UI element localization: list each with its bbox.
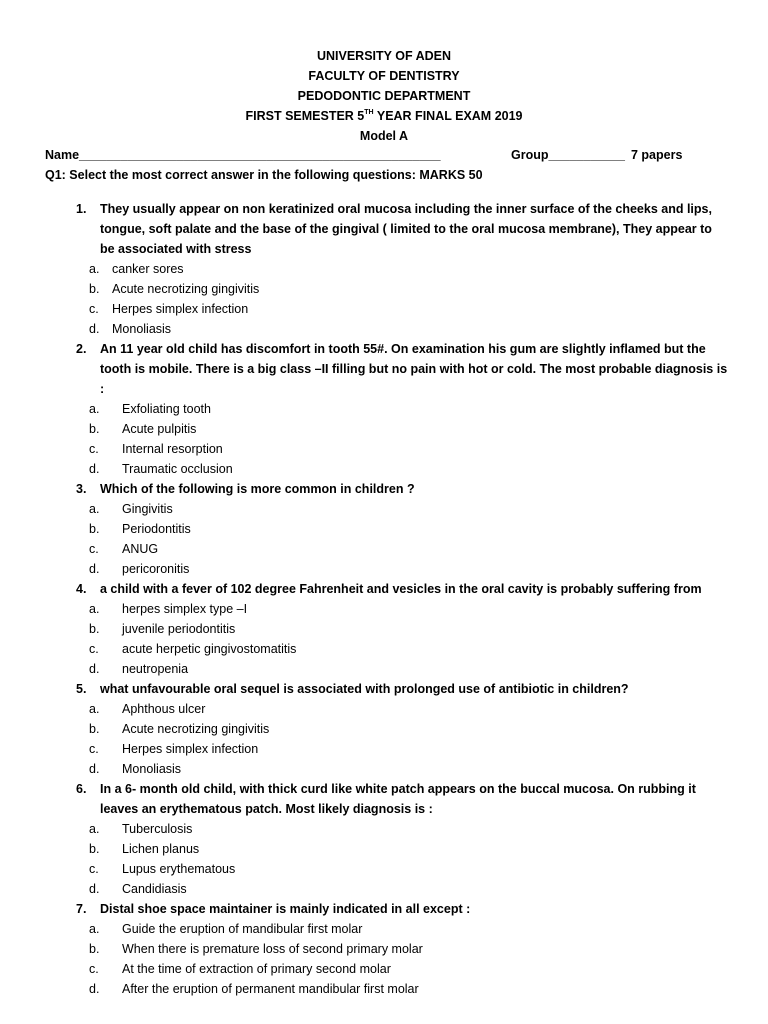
option-letter: b. bbox=[89, 942, 100, 956]
question-body: Distal shoe space maintainer is mainly indicated in all except : bbox=[100, 902, 471, 916]
option-text: Monoliasis bbox=[112, 322, 172, 336]
question-text bbox=[0, 199, 728, 259]
exam-title-suffix: YEAR FINAL EXAM 2019 bbox=[373, 109, 523, 123]
answer-option bbox=[0, 959, 768, 979]
answer-option bbox=[0, 759, 768, 779]
answer-option bbox=[0, 519, 768, 539]
option-letter: c. bbox=[89, 742, 99, 756]
answer-option bbox=[0, 319, 768, 339]
option-text: neutropenia bbox=[122, 662, 189, 676]
question-text bbox=[0, 579, 728, 599]
question bbox=[0, 479, 768, 579]
option-text: ANUG bbox=[122, 542, 159, 556]
answer-option bbox=[0, 919, 768, 939]
question-number: 4. bbox=[76, 582, 87, 596]
question-number: 6. bbox=[76, 782, 87, 796]
question-text bbox=[0, 679, 728, 699]
option-text: pericoronitis bbox=[122, 562, 190, 576]
question-body: what unfavourable oral sequel is associated with prolonged use of antibiotic in children? bbox=[100, 682, 629, 696]
faculty-name: FACULTY OF DENTISTRY bbox=[308, 69, 460, 83]
option-letter: b. bbox=[89, 722, 100, 736]
option-letter: a. bbox=[89, 602, 100, 616]
answer-option bbox=[0, 559, 768, 579]
option-letter: c. bbox=[89, 302, 99, 316]
answer-option bbox=[0, 279, 768, 299]
option-text: Monoliasis bbox=[122, 762, 182, 776]
question-number: 2. bbox=[76, 342, 87, 356]
answer-option bbox=[0, 259, 768, 279]
option-letter: a. bbox=[89, 822, 100, 836]
group-field: Group___________ bbox=[511, 148, 625, 162]
answer-option bbox=[0, 939, 768, 959]
answer-option bbox=[0, 619, 768, 639]
section-instruction: Q1: Select the most correct answer in the following questions: MARKS 50 bbox=[45, 168, 483, 182]
question-text bbox=[0, 339, 728, 399]
department-name: PEDODONTIC DEPARTMENT bbox=[297, 89, 471, 103]
answer-option bbox=[0, 399, 768, 419]
answer-option bbox=[0, 419, 768, 439]
name-field: Name____________________________________________________ bbox=[45, 148, 441, 162]
option-text: After the eruption of permanent mandibular first molar bbox=[122, 982, 419, 996]
option-letter: a. bbox=[89, 402, 100, 416]
question bbox=[0, 899, 768, 999]
question-list bbox=[0, 199, 768, 999]
option-text: Acute pulpitis bbox=[122, 422, 197, 436]
question bbox=[0, 199, 768, 339]
option-letter: a. bbox=[89, 262, 100, 276]
option-letter: d. bbox=[89, 322, 100, 336]
option-letter: c. bbox=[89, 642, 99, 656]
option-letter: d. bbox=[89, 982, 100, 996]
option-text: herpes simplex type –I bbox=[122, 602, 248, 616]
question bbox=[0, 339, 768, 479]
university-name: UNIVERSITY OF ADEN bbox=[316, 49, 452, 63]
option-letter: c. bbox=[89, 962, 99, 976]
option-text: Acute necrotizing gingivitis bbox=[112, 282, 260, 296]
option-text: Lichen planus bbox=[122, 842, 200, 856]
option-letter: a. bbox=[89, 702, 100, 716]
question-text bbox=[0, 779, 728, 819]
answer-option bbox=[0, 659, 768, 679]
answer-option bbox=[0, 719, 768, 739]
option-letter: d. bbox=[89, 762, 100, 776]
option-text: juvenile periodontitis bbox=[122, 622, 236, 636]
option-text: Herpes simplex infection bbox=[122, 742, 259, 756]
question-body: An 11 year old child has discomfort in tooth 55#. On examination his gum are slightly inflamed but the tooth is mobile. There is a big class –II filling but no pain with hot or cold. The most probable diagnosis is : bbox=[100, 342, 728, 396]
exam-title bbox=[0, 106, 768, 126]
answer-option bbox=[0, 839, 768, 859]
option-letter: a. bbox=[89, 922, 100, 936]
option-letter: c. bbox=[89, 442, 99, 456]
option-letter: b. bbox=[89, 622, 100, 636]
option-letter: b. bbox=[89, 842, 100, 856]
option-text: Tuberculosis bbox=[122, 822, 193, 836]
answer-option bbox=[0, 639, 768, 659]
answer-option bbox=[0, 879, 768, 899]
question-body: They usually appear on non keratinized oral mucosa including the inner surface of the cheeks and lips, tongue, soft palate and the base of the gingival ( limited to the oral mucosa membrane), They appear to be associated with stress bbox=[100, 202, 712, 256]
question-body: In a 6- month old child, with thick curd like white patch appears on the buccal mucosa. On rubbing it leaves an erythematous patch. Most likely diagnosis is : bbox=[100, 782, 696, 816]
question bbox=[0, 579, 768, 679]
option-text: Periodontitis bbox=[122, 522, 191, 536]
option-text: When there is premature loss of second primary molar bbox=[122, 942, 423, 956]
option-text: Exfoliating tooth bbox=[122, 402, 211, 416]
question-text bbox=[0, 899, 728, 919]
answer-option bbox=[0, 499, 768, 519]
option-text: Gingivitis bbox=[122, 502, 173, 516]
option-letter: a. bbox=[89, 502, 100, 516]
answer-option bbox=[0, 459, 768, 479]
option-text: Lupus erythematous bbox=[122, 862, 236, 876]
option-text: Guide the eruption of mandibular first molar bbox=[122, 922, 363, 936]
option-text: Herpes simplex infection bbox=[112, 302, 249, 316]
question-body: Which of the following is more common in children ? bbox=[100, 482, 415, 496]
option-text: Candidiasis bbox=[122, 882, 187, 896]
answer-option bbox=[0, 439, 768, 459]
option-text: Traumatic occlusion bbox=[122, 462, 233, 476]
option-letter: b. bbox=[89, 522, 100, 536]
exam-header bbox=[0, 46, 768, 146]
option-text: acute herpetic gingivostomatitis bbox=[122, 642, 297, 656]
exam-title-superscript: TH bbox=[364, 109, 374, 116]
answer-option bbox=[0, 539, 768, 559]
student-info-row bbox=[45, 146, 725, 164]
answer-option bbox=[0, 299, 768, 319]
answer-option bbox=[0, 979, 768, 999]
answer-option bbox=[0, 699, 768, 719]
option-letter: b. bbox=[89, 282, 100, 296]
answer-option bbox=[0, 819, 768, 839]
option-letter: c. bbox=[89, 542, 99, 556]
option-text: Internal resorption bbox=[122, 442, 223, 456]
option-text: Acute necrotizing gingivitis bbox=[122, 722, 270, 736]
question-text bbox=[0, 479, 728, 499]
option-letter: d. bbox=[89, 562, 100, 576]
exam-title-prefix: FIRST SEMESTER 5 bbox=[245, 109, 365, 123]
question-body: a child with a fever of 102 degree Fahrenheit and vesicles in the oral cavity is probably suffering from bbox=[100, 582, 702, 596]
option-letter: b. bbox=[89, 422, 100, 436]
exam-model: Model A bbox=[359, 129, 409, 143]
option-letter: d. bbox=[89, 882, 100, 896]
option-letter: d. bbox=[89, 462, 100, 476]
option-text: canker sores bbox=[112, 262, 184, 276]
option-letter: c. bbox=[89, 862, 99, 876]
option-text: Aphthous ulcer bbox=[122, 702, 206, 716]
question bbox=[0, 679, 768, 779]
option-letter: d. bbox=[89, 662, 100, 676]
papers-count: 7 papers bbox=[631, 148, 683, 162]
question-number: 1. bbox=[76, 202, 87, 216]
option-text: At the time of extraction of primary second molar bbox=[122, 962, 391, 976]
answer-option bbox=[0, 859, 768, 879]
question-number: 5. bbox=[76, 682, 87, 696]
answer-option bbox=[0, 599, 768, 619]
answer-option bbox=[0, 739, 768, 759]
question-number: 7. bbox=[76, 902, 87, 916]
question-number: 3. bbox=[76, 482, 87, 496]
question bbox=[0, 779, 768, 899]
